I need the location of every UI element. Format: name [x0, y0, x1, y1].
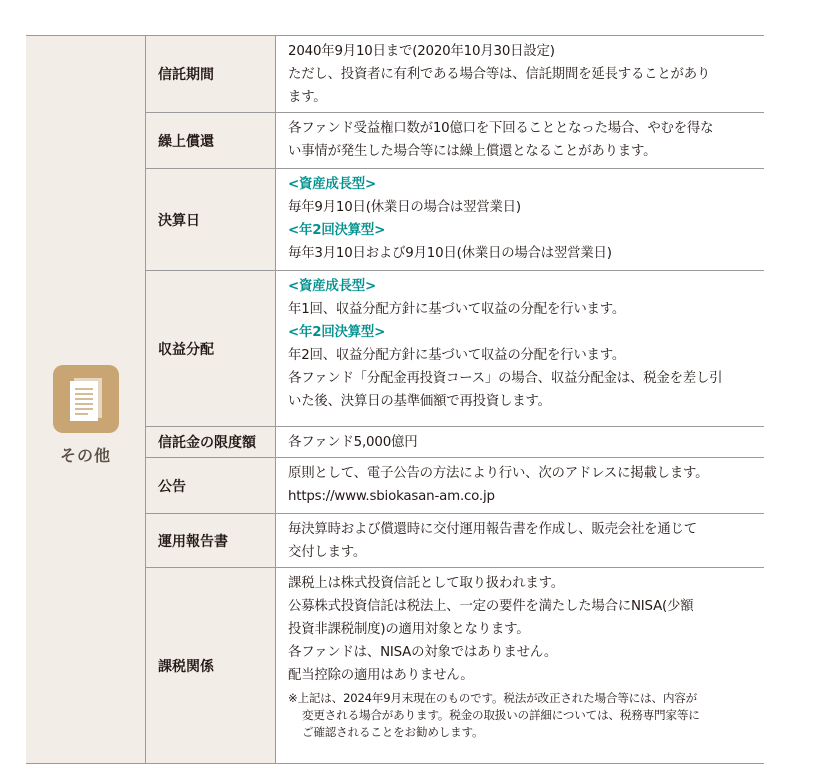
row-taxation [146, 568, 764, 763]
row-value: 2040年9月10日まで(2020年10月30日設定) ただし、投資者に有利である場合等は、信託期間を延長することがあり ます。 [288, 44, 711, 105]
row-management-report [146, 514, 764, 568]
row-label: 運用報告書 [146, 514, 276, 567]
row-value: 各ファンド5,000億円 [288, 435, 418, 450]
tax-note: ※上記は、2024年9月末現在のものです。税法が改正された場合等には、内容が 変更される場合があります。税金の取扱いの詳細については、税務専門家等に ご確認されることをお勧めします。 [288, 691, 700, 739]
type-semiannual: <年2回決算型> [288, 223, 386, 238]
category-label: その他 [59, 446, 111, 465]
other-info-table [26, 35, 764, 764]
row-early-redemption [146, 113, 764, 169]
type-semiannual: <年2回決算型> [288, 325, 386, 340]
row-label: 信託金の限度額 [146, 427, 276, 457]
row-value: 各ファンド受益権口数が10億口を下回ることとなった場合、やむを得な い事情が発生した場合等には繰上償還となることがあります。 [288, 121, 714, 159]
row-trust-period [146, 36, 764, 113]
category-cell [26, 36, 146, 763]
row-value: 原則として、電子公告の方法により行い、次のアドレスに掲載します。 https://www.sbiokasan-am.co.jp [276, 458, 764, 513]
row-value: 課税上は株式投資信託として取り扱われます。 公募株式投資信託は税法上、一定の要件を満たした場合にNISA(少額 投資非課税制度)の適用対象となります。 各ファンドは、NISAの対象ではありません。 配当控除の適用はありません。 ※上記は、2024年9月末現在のものです。税法が改正された場合等には、内容が 変更される場合があります。税金の取扱いの詳細については、税務専門家等に ご確認されることをお勧めします。 [276, 568, 764, 763]
row-distribution [146, 271, 764, 427]
row-label: 公告 [146, 458, 276, 513]
row-label: 信託期間 [146, 36, 276, 112]
row-label: 課税関係 [146, 568, 276, 763]
row-public-notice [146, 458, 764, 514]
info-rows [146, 36, 764, 763]
document-icon [53, 365, 119, 433]
row-value: 毎決算時および償還時に交付運用報告書を作成し、販売会社を通じて 交付します。 [288, 522, 697, 560]
row-label: 収益分配 [146, 271, 276, 426]
type-growth: <資産成長型> [288, 177, 376, 192]
website-url: https://www.sbiokasan-am.co.jp [288, 489, 495, 504]
row-trust-limit [146, 427, 764, 458]
row-settlement-date [146, 169, 764, 271]
row-label: 決算日 [146, 169, 276, 270]
row-label: 繰上償還 [146, 113, 276, 168]
row-value: <資産成長型> 毎年9月10日(休業日の場合は翌営業日) <年2回決算型> 毎年3月10日および9月10日(休業日の場合は翌営業日) [276, 169, 764, 270]
row-value: <資産成長型> 年1回、収益分配方針に基づいて収益の分配を行います。 <年2回決算型> 年2回、収益分配方針に基づいて収益の分配を行います。 各ファンド「分配金再投資コース」の場合、収益分配金は、税金を差し引 いた後、決算日の基準価額で再投資します。 [276, 271, 764, 426]
type-growth: <資産成長型> [288, 279, 376, 294]
